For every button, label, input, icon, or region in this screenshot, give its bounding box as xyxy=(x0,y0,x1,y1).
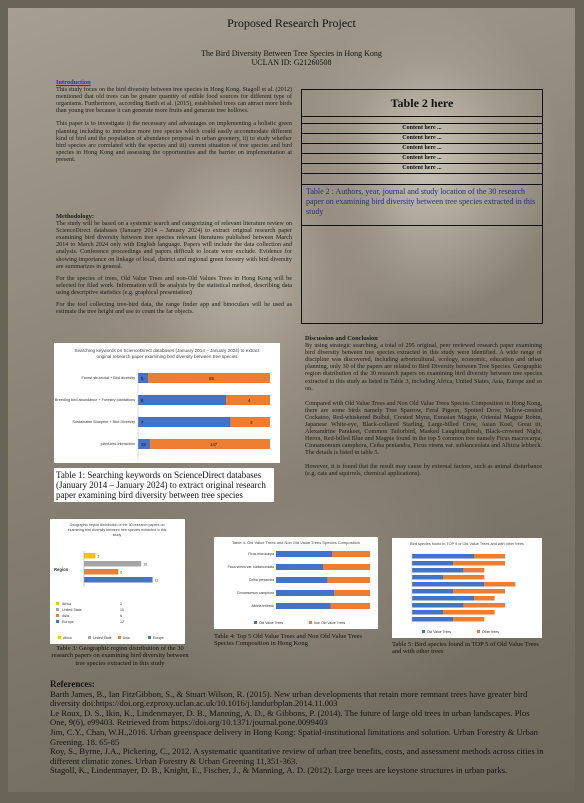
table-2-row: Content here ... xyxy=(302,164,542,174)
chart-2-table-label: Africa xyxy=(62,602,72,606)
chart-4-bar xyxy=(412,575,443,580)
poster-subtitle xyxy=(8,49,575,67)
chart-3-legend-swatch xyxy=(254,621,257,624)
chart-4-bar xyxy=(453,589,505,594)
references-heading: References: xyxy=(50,679,95,689)
table-2 xyxy=(301,89,543,324)
chart-3-title: Table 4. Old Value Trees and Non Old Value Trees Species Composition xyxy=(232,540,360,545)
chart-4-bar xyxy=(443,610,495,615)
chart-3-category-label: Ceiba pentandra xyxy=(248,578,274,582)
chart-2-legend-swatch xyxy=(56,614,59,617)
chart-3-bar xyxy=(331,603,370,609)
chart-4-bar xyxy=(412,554,474,559)
chart-3-legend-swatch xyxy=(309,621,312,624)
discussion-paragraph-2: Compared with Old Value Trees and Non Old Value Trees Species Composition in Hong Kong, there are some birds namely Tree Sparrow, Feral Pigeon, Spotted Dove, Yellow-crested Cockatoo, Red-whiskered Bulbul, Crested Myna, Eurasian Magpie, Oriental Magpie Robin, Japanese White-eye, Black-collared Starling, Large-billed Crow, Asian Koel, Great tit, Alexandrine Parakeet, Common Tailorbird, Masked Laughingthrush, Black-crowned Night, Heron, Red-billed Blue and Magpie found in the top 5 common tree namely Ficus macrocarpa, Cinnamomum camphora, Ceiba pentandra, Ficus virens var. sublanceolata and Albizia lebbeck. The details is listed in table 5. xyxy=(305,399,542,457)
chart-3-legend-label: Non Old Value Trees xyxy=(314,621,346,625)
chart-3-bar xyxy=(276,590,334,596)
discussion-paragraph-3: However, it is found that the result may cause by external factors, such as animal disturbance (e.g. cats and squirrels, chemical applications). xyxy=(305,462,542,477)
chart-4-legend-label: Old Value Trees xyxy=(427,630,452,634)
chart-3-bar xyxy=(323,564,370,570)
methodology-paragraph-2: For the species of trees, Old Value Trees and non-Old Values Trees in Hong Kong will be selected for filed work. Information will be analysis by the statistical method, describing data using descriptive statistics (e.g. graphical presentation) xyxy=(56,274,292,296)
chart-3-legend-label: Old Value Trees xyxy=(259,621,284,625)
references-section xyxy=(50,680,545,776)
chart-table-1 xyxy=(54,343,280,463)
chart-3-bar xyxy=(276,577,328,583)
chart-2-data-label: 2 xyxy=(97,554,100,559)
chart-3-bar xyxy=(276,603,331,609)
chart-1-bar xyxy=(138,417,230,427)
chart-2-bar xyxy=(84,569,118,575)
table-2-row: Content here ... xyxy=(302,124,542,134)
chart-1-title: Searching keywords on ScienceDirect databases (January 2014 – January 2024) to extract xyxy=(74,348,260,353)
chart-2-data-label: 10 xyxy=(143,562,148,567)
chart-2-legend-swatch xyxy=(148,636,151,639)
chart-4-bar xyxy=(412,610,443,615)
chart-4-bar xyxy=(412,617,453,622)
chart-1-data-label: 4 xyxy=(248,398,251,403)
table-2-header: Table 2 here xyxy=(302,90,542,117)
chart-4-bar xyxy=(412,589,453,594)
chart-2-table-label: Asia xyxy=(62,614,69,618)
chart-1-title: original research paper examining bird diversity between tree species xyxy=(96,354,238,360)
chart-4-legend-label: Other trees xyxy=(482,630,499,634)
chart-4-bar xyxy=(474,596,495,601)
methodology-section xyxy=(56,213,292,315)
chart-2-data-label: 12 xyxy=(154,578,159,583)
introduction-section xyxy=(56,79,292,163)
chart-1-data-label: 5 xyxy=(141,376,144,381)
chart-1-data-label: 7 xyxy=(141,420,144,425)
chart-2-table-value: 2 xyxy=(120,602,122,606)
chart-2-table-value: 10 xyxy=(120,608,124,612)
table-1-caption: Table 1: Searching keywords on ScienceDirect databases (January 2014 – January 2024) to extract original research paper examining bird diversity between tree species xyxy=(54,468,274,502)
introduction-paragraph-2: This paper is to investigate i) the necessary and advantages on implementing a holistic green planning including to introduce more tree species which could easily accommodate different kind of bird and the population of abundance proposal in urban greenery, ii) to study whether bird species are correlated with the species and iii) current situation of tree species and bird species in Hong Kong and assessing the opportunities and the barrier on implementation at present. xyxy=(56,120,292,163)
chart-4-bar xyxy=(464,568,485,573)
chart-1-data-label: 3 xyxy=(250,420,253,425)
chart-2-legend-label: Africa xyxy=(63,636,72,640)
chart-4-bar xyxy=(412,561,453,566)
reference-item: Roy, S., Byrne, J.A., Pickering, C., 2012. A systematic quantitative review of urban tree benefits, costs, and assessment methods across cities in different climatic zones. Urban Forestry & Urban Greening 11,351-363. xyxy=(50,746,544,766)
chart-2-legend-label: Europe xyxy=(153,636,164,640)
methodology-heading: Methodology: xyxy=(56,213,94,220)
chart-2-table-label: Europe xyxy=(62,620,74,624)
chart-4-bar xyxy=(412,596,474,601)
chart-4-legend-swatch xyxy=(422,630,425,633)
reference-item: Barth James, B., Ian FitzGibbon, S., & Stuart Wilson, R. (2015). New urban developments that retain more remnant trees have greater bird diversity doi:https://doi.org.ezproxy.uclan.ac.uk/10.1016/j.landurbplan.2014.11.003 xyxy=(50,688,528,709)
chart-2-legend-label: Asia xyxy=(123,636,130,640)
chart-2-bar xyxy=(84,577,153,583)
chart-1-bar xyxy=(138,395,226,405)
chart-4-bar xyxy=(443,575,484,580)
reference-item: Jim, C.Y., Chan, W.H.,2016. Urban greenspace delivery in Hong Kong: Spatial-institutional limitations and solution. Urban Forestry & Urban Greening. 18. 65-85 xyxy=(50,726,538,747)
chart-2-y-label: Region xyxy=(54,567,69,572)
chart-3-bar xyxy=(276,551,332,557)
chart-2-table-value: 6 xyxy=(120,614,122,618)
table-2-row: Content here ... xyxy=(302,144,542,154)
chart-2-table-value: 12 xyxy=(120,620,124,624)
chart-2-legend-swatch xyxy=(118,636,121,639)
chart-1-data-label: 59 xyxy=(209,376,214,381)
introduction-paragraph-1: This study focus on the bird diversity between tree species in Hong Kong. Stagoll et al. (2012) mentioned that old trees can be greater quantity of edible food sources for different type of organisms. Furthermore, according Barth et al. (2015), established trees can attract more birds than young tree because it can generate more fruits and generate tree hollows. xyxy=(56,86,292,115)
chart-1-category-label: Sustainable Blueprint + Bird Diversity xyxy=(72,420,135,424)
chart-3-category-label: Albizia lebbeck xyxy=(251,604,274,608)
chart-2-bar xyxy=(84,561,141,567)
chart-2-title: Geographic region distribution of the 30 research papers on xyxy=(69,523,165,527)
discussion-heading: Discussion and Conclusion xyxy=(305,335,378,342)
chart-2-legend-label: United State xyxy=(93,636,112,640)
discussion-section xyxy=(305,335,542,477)
subtitle-project: The Bird Diversity Between Tree Species in Hong Kong xyxy=(201,49,382,58)
chart-4-title: Bird species found in TOP 5 of Old Value Trees and with other trees xyxy=(410,542,524,546)
chart-3-bar xyxy=(334,590,370,596)
table-2-spacer xyxy=(302,117,542,124)
chart-table-3 xyxy=(50,519,185,644)
chart-4-bar xyxy=(453,617,484,622)
chart-3-bar xyxy=(328,577,370,583)
chart-2-legend-swatch xyxy=(58,636,61,639)
chart-2-legend-swatch xyxy=(56,602,59,605)
chart-2-table-label: United State xyxy=(62,608,82,612)
chart-1-category-label: plant-bird interaction xyxy=(100,442,135,446)
table-2-caption: Table 2 : Authors, year, journal and study location of the 30 research paper on examining bird diversity between tree species extracted in this study xyxy=(302,185,542,226)
chart-4-bar xyxy=(412,568,464,573)
chart-4-bar xyxy=(412,603,464,608)
chart-1-category-label: Forest structural + Bird diversity xyxy=(81,376,135,380)
methodology-paragraph-3: For the tool collecting tree-bird data, the range finder app and binoculars will be used as estimate the tree height and use to count the far objects. xyxy=(56,301,292,316)
table-3-caption: Table 3: Geographic region distribution of the 30 research papers on examining bird diversity between tree species extracted in this study xyxy=(51,645,189,667)
poster xyxy=(8,8,575,792)
chart-3-category-label: Ficus microcarpa xyxy=(248,552,274,556)
table-2-spacer xyxy=(302,174,542,185)
chart-table-5 xyxy=(392,538,542,638)
chart-1-data-label: 15 xyxy=(141,442,146,447)
chart-4-bar xyxy=(474,554,505,559)
introduction-heading: Introduction xyxy=(56,79,91,86)
chart-1-category-label: Breeding bird abundance + Forestry plantations xyxy=(54,398,135,402)
reference-item: Stagoll, K., Lindenmayer, D. B., Knight, E., Fischer, J., & Manning, A. D. (2012). Large trees are keystone structures in urban parks. xyxy=(50,765,508,776)
chart-4-legend-swatch xyxy=(477,630,480,633)
chart-2-title: examining bird diversity between tree species extracted in this xyxy=(67,528,167,533)
chart-3-category-label: Ficus virens var. sublanceolata xyxy=(227,565,274,569)
chart-2-svg xyxy=(50,519,185,644)
chart-4-bar xyxy=(484,582,515,587)
table-4-caption: Table 4: Top 5 Old Value Trees and Non Old Value Trees Species Composition in Hong Kong xyxy=(214,633,363,648)
table-2-row: Content here ... xyxy=(302,134,542,144)
chart-4-bar xyxy=(464,603,505,608)
table-2-row: Content here ... xyxy=(302,154,542,164)
table-5-caption: Table 5: Bird species found in TOP 5 of Old Value Trees and with other trees xyxy=(392,641,539,656)
chart-2-legend-swatch xyxy=(56,608,59,611)
chart-2-data-label: 6 xyxy=(120,570,123,575)
chart-4-bar xyxy=(412,582,484,587)
discussion-paragraph-1: By using strategic searching, a total of 295 original, peer reviewed research paper examining bird diversity between tree species extracted in this study were identified. A wide range of discipline was discovered, including arboricultural, ecology, economic, education and urban planning, only 30 of the papers are related to Bird Diversity between Tree Species. Geographic region distribution of the 30 research papers on examining bird diversity between tree species extracted in this study as listed in Table 3, including Africa, United States, Asia, Europe and so on. xyxy=(305,342,542,392)
subtitle-id: UCLAN ID: G21260508 xyxy=(251,58,332,67)
chart-1-data-label: 8 xyxy=(141,398,144,403)
poster-title: Proposed Research Project xyxy=(227,16,356,30)
reference-item: Le Roux, D. S., Ikin, K., Lindenmayer, D. B., Manning, A. D., & Gibbons, P. (2014). The future of large old trees in urban landscapes. Plos One, 9(6), e99403. Retrieved from https://doi.org/10.1371/journal.pone.0099403 xyxy=(50,707,530,728)
chart-3-category-label: Cinnamomum camphora xyxy=(236,591,274,595)
chart-2-legend-swatch xyxy=(56,620,59,623)
chart-1-svg xyxy=(54,343,280,463)
chart-3-bar xyxy=(332,551,370,557)
chart-2-bar xyxy=(84,553,95,559)
chart-3-bar xyxy=(276,564,323,570)
chart-3-svg xyxy=(214,537,378,629)
chart-table-4 xyxy=(214,537,378,629)
chart-4-bar xyxy=(453,561,505,566)
chart-2-title: study xyxy=(112,533,122,538)
methodology-paragraph-1: The study will be based on a systemic search and categorizing of relevant literature review on ScienceDirect databases (January 2014 – January 2024) to extract original research paper examining bird diversity between tree species relevant literatures published between March 2014 to March 2024 only with English language. Papers will include the data collection and analysis. Conference proceedings and papers difficult to locate were exclude. Evidence for showing importance on linkage of local, district and regional green forestry with bird diversity are summarizes in general. xyxy=(56,220,292,270)
chart-2-legend-swatch xyxy=(88,636,91,639)
chart-1-data-label: 147 xyxy=(210,442,218,447)
chart-4-svg xyxy=(392,538,542,638)
